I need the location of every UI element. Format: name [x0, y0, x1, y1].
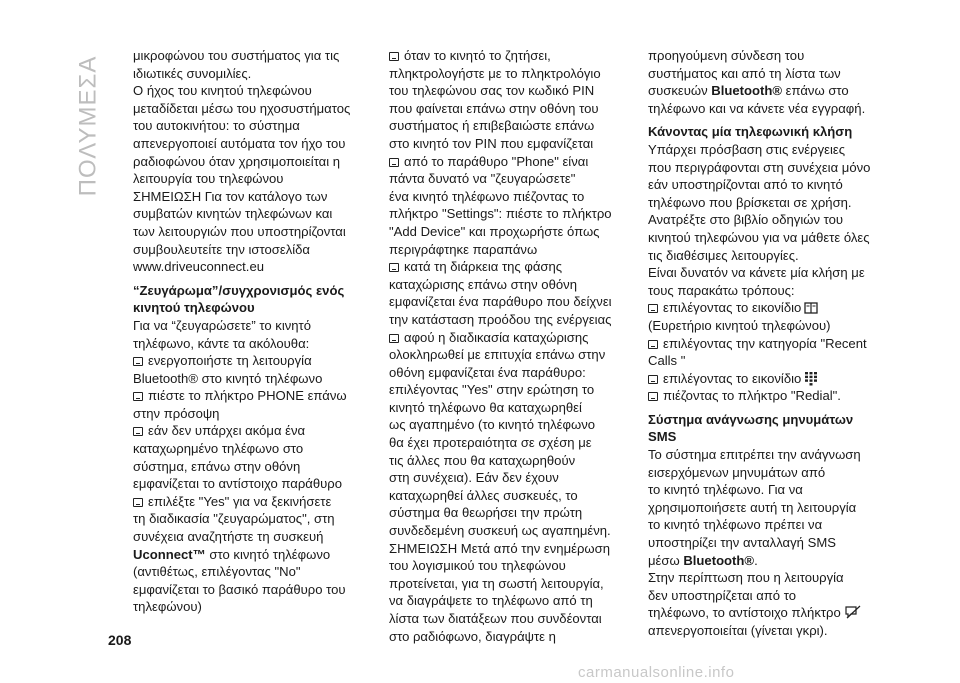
section-heading-sms-cont: SMS — [648, 429, 677, 445]
text-line: τη διαδικασία "ζευγαρώματος", στη — [133, 511, 335, 527]
text-line: απενεργοποιείται (γίνεται γκρι). — [648, 623, 828, 638]
bluetooth-label: Bluetooth® — [683, 552, 755, 568]
note-line: να διαγράψετε το τηλέφωνο από τη — [389, 593, 593, 609]
page-number: 208 — [108, 632, 132, 648]
text-line: εμφανίζεται το αντίστοιχο παράθυρο — [133, 476, 343, 492]
text-line: Υπάρχει πρόσβαση στις ενέργειες — [648, 141, 846, 157]
text-line: δεν υποστηρίζεται από το — [648, 587, 797, 603]
text-line: ένα κινητό τηλέφωνο πιέζοντας το — [389, 188, 585, 204]
text-line: καταχώρισης επάνω στην οθόνη — [389, 276, 577, 292]
text-line: εάν υποστηρίζονται από το κινητό — [648, 177, 843, 193]
text-line: Ο ήχος του κινητού τηλεφώνου — [133, 83, 312, 99]
bullet-icon — [133, 392, 143, 401]
text-line: μεταδίδεται μέσω του ηχοσυστήματος — [133, 100, 351, 116]
text-line: "Add Device" και προχωρήστε όπως — [389, 223, 600, 239]
text-line: σύστημα, επάνω στην οθόνη — [133, 458, 301, 474]
text-line: τηλέφωνο και να κάνετε νέα εγγραφή. — [648, 100, 866, 116]
list-item: επιλέγοντας το εικονίδιο — [648, 299, 870, 317]
text-line: που φαίνεται επάνω στην οθόνη του — [389, 100, 599, 116]
text-line: τηλέφωνο που βρίσκεται σε χρήση. — [648, 194, 852, 210]
phonebook-icon — [804, 301, 818, 315]
sms-icon — [844, 604, 862, 620]
text-line: χρησιμοποιήσετε αυτή τη λειτουργία — [648, 499, 857, 515]
text-line: θα έχει προτεραιότητα σε σχέση με — [389, 435, 592, 451]
text-line: πληκτρολογήστε με το πληκτρολόγιο — [389, 65, 601, 81]
bullet-icon — [133, 357, 143, 366]
text-line: στο κινητό τον PIN που εμφανίζεται — [389, 135, 594, 151]
text-line: τις διαθέσιμες λειτουργίες. — [648, 247, 799, 263]
section-heading-sms: Σύστημα ανάγνωσης μηνυμάτων — [648, 411, 854, 427]
bullet-icon — [389, 263, 399, 272]
list-item: επιλέγοντας την κατηγορία "Recent — [648, 335, 870, 353]
note-line: λίστα των διατάξεων που συνδέονται — [389, 611, 602, 626]
list-item: πιέζοντας το πλήκτρο "Redial". — [648, 387, 870, 405]
text-line: συνδεδεμένη συσκευή ως αγαπημένη. — [389, 523, 611, 539]
note-line: συμβουλευτείτε την ιστοσελίδα — [133, 241, 311, 257]
section-heading-pairing: “Ζευγάρωμα”/συγχρονισμός ενός — [133, 282, 345, 298]
section-heading-call: Κάνοντας μία τηλεφωνική κλήση — [648, 124, 853, 140]
note-line: συμβατών κινητών τηλεφώνων και — [133, 206, 333, 222]
bullet-icon — [389, 334, 399, 343]
list-item: πιέστε το πλήκτρο PHONE επάνω — [133, 387, 355, 405]
bullet-icon — [389, 158, 399, 167]
text-column-2 — [389, 47, 611, 645]
bullet-icon — [648, 304, 658, 313]
text-line: μικροφώνου του συστήματος για τις — [133, 48, 340, 63]
note-line: του λογισμικού του τηλεφώνου — [389, 558, 566, 574]
text-line: λειτουργία του τηλεφώνου — [133, 171, 284, 187]
text-line: ραδιοφώνου όταν χρησιμοποιείται η — [133, 153, 341, 169]
section-heading-pairing-cont: κινητού τηλεφώνου — [133, 300, 255, 316]
text-line: (αντιθέτως, επιλέγοντας "No" — [133, 564, 301, 580]
text-line: συστήματος ή επιβεβαιώστε επάνω — [389, 118, 595, 134]
text-line: κινητού τηλεφώνου για να μάθετε όλες — [648, 229, 870, 245]
text-line: προηγούμενη σύνδεση του — [648, 48, 805, 63]
bullet-icon — [648, 392, 658, 401]
text-line: συνέχεια αναζητήστε τη συσκευή — [133, 529, 324, 545]
text-line: Είναι δυνατόν να κάνετε μία κλήση με — [648, 265, 865, 281]
text-line: Για να “ζευγαρώσετε” το κινητό — [133, 317, 312, 333]
text-line: καταχωρηθεί άλλες συσκευές, το — [389, 487, 578, 503]
text-line: πάντα δυνατό να "ζευγαρώσετε" — [389, 171, 576, 187]
text-line: το κινητό τηλέφωνο πρέπει να — [648, 517, 823, 533]
uconnect-label: Uconnect™ — [133, 546, 206, 562]
watermark: carmanualsonline.info — [578, 664, 735, 681]
text-column-1 — [133, 47, 355, 616]
website-url: www.driveuconnect.eu — [133, 259, 265, 275]
list-item: αφού η διαδικασία καταχώρισης — [389, 329, 611, 347]
text-line: εισερχόμενων μηνυμάτων από — [648, 464, 826, 480]
bullet-icon — [133, 427, 143, 436]
list-item: όταν το κινητό το ζητήσει, — [389, 47, 611, 65]
text-line: Calls " — [648, 353, 686, 369]
section-side-title — [68, 46, 108, 206]
text-line: Στην περίπτωση που η λειτουργία — [648, 570, 844, 586]
text-line: τηλέφωνο, το αντίστοιχο πλήκτρο — [648, 604, 870, 622]
list-item: επιλέξτε "Yes" για να ξεκινήσετε — [133, 493, 355, 511]
note-line: ΣΗΜΕΙΩΣΗ Για τον κατάλογο των — [133, 188, 328, 204]
bluetooth-label: Bluetooth® — [711, 83, 783, 99]
list-item: κατά τη διάρκεια της φάσης — [389, 258, 611, 276]
text-column-3 — [648, 47, 870, 640]
note-line: ΣΗΜΕΙΩΣΗ Μετά από την ενημέρωση — [389, 540, 610, 556]
text-line: στην πρόσοψη — [133, 405, 220, 421]
bullet-icon — [648, 375, 658, 384]
section-title-text: ΠΟΛΥΜΕΣΑ — [74, 55, 102, 197]
text-line: Ανατρέξτε στο βιβλίο οδηγιών του — [648, 212, 844, 228]
text-line: το κινητό τηλέφωνο. Για να — [648, 482, 803, 498]
text-line: Uconnect™ στο κινητό τηλέφωνο — [133, 546, 331, 562]
text-line: απενεργοποιεί αυτόματα τον ήχο του — [133, 135, 346, 151]
text-line: πλήκτρο "Settings": πιέστε το πλήκτρο — [389, 206, 612, 222]
text-line: καταχωρημένο τηλέφωνο στο — [133, 441, 304, 457]
text-line: επιλέγοντας "Yes" στην ερώτηση το — [389, 382, 595, 398]
text-line: του αυτοκινήτου: το σύστημα — [133, 118, 300, 134]
text-line: τηλεφώνου) — [133, 599, 202, 615]
text-line: (Ευρετήριο κινητού τηλεφώνου) — [648, 317, 831, 333]
text-line: ολοκληρωθεί με επιτυχία επάνω στην — [389, 347, 606, 363]
text-line: οθόνη εμφανίζεται ένα παράθυρο: — [389, 364, 586, 380]
text-line: εμφανίζεται ένα παράθυρο που δείχνει — [389, 294, 612, 310]
text-line: του τηλεφώνου σας τον κωδικό PIN — [389, 83, 595, 99]
text-line: μέσω Bluetooth®. — [648, 552, 758, 568]
text-line: τους παρακάτω τρόπους: — [648, 282, 795, 298]
text-line: Το σύστημα επιτρέπει την ανάγνωση — [648, 447, 861, 463]
list-item: εάν δεν υπάρχει ακόμα ένα — [133, 422, 355, 440]
text-line: που περιγράφονται στη συνέχεια μόνο — [648, 159, 871, 175]
list-item: ενεργοποιήστε τη λειτουργία — [133, 352, 355, 370]
text-line: στη συνέχεια). Εάν δεν έχουν — [389, 470, 559, 486]
list-item: επιλέγοντας το εικονίδιο — [648, 370, 870, 388]
text-line: την κατάσταση προόδου της ενέργειας — [389, 311, 612, 327]
bullet-icon — [389, 52, 399, 61]
note-line: των λειτουργιών που υποστηρίζονται — [133, 223, 346, 239]
bullet-icon — [133, 498, 143, 507]
keypad-icon — [804, 371, 818, 386]
list-item: από το παράθυρο "Phone" είναι — [389, 153, 611, 171]
text-line: τις άλλες που θα καταχωρηθούν — [389, 452, 576, 468]
text-line: ιδιωτικές συνομιλίες. — [133, 65, 252, 81]
text-line: υποστηρίζει την ανταλλαγή SMS — [648, 535, 836, 551]
text-line: συσκευών Bluetooth® επάνω στο — [648, 83, 849, 99]
bullet-icon — [648, 340, 658, 349]
text-line: τηλέφωνο, κάντε τα ακόλουθα: — [133, 335, 310, 351]
text-line: κινητό τηλέφωνο θα καταχωρηθεί — [389, 399, 582, 415]
text-line: συστήματος και από τη λίστα των — [648, 65, 841, 81]
note-line: στο ραδιόφωνο, διαγράψτε η — [389, 628, 556, 644]
text-line: ως αγαπημένο (το κινητό τηλέφωνο — [389, 417, 596, 433]
text-line: εμφανίζεται το βασικό παράθυρο του — [133, 581, 346, 597]
text-line: σύστημα θα θεωρήσει την πρώτη — [389, 505, 583, 521]
text-line: Bluetooth® στο κινητό τηλέφωνο — [133, 370, 323, 386]
note-line: προτείνεται, για τη σωστή λειτουργία, — [389, 575, 604, 591]
text-line: περιγράφτηκε παραπάνω — [389, 241, 538, 257]
